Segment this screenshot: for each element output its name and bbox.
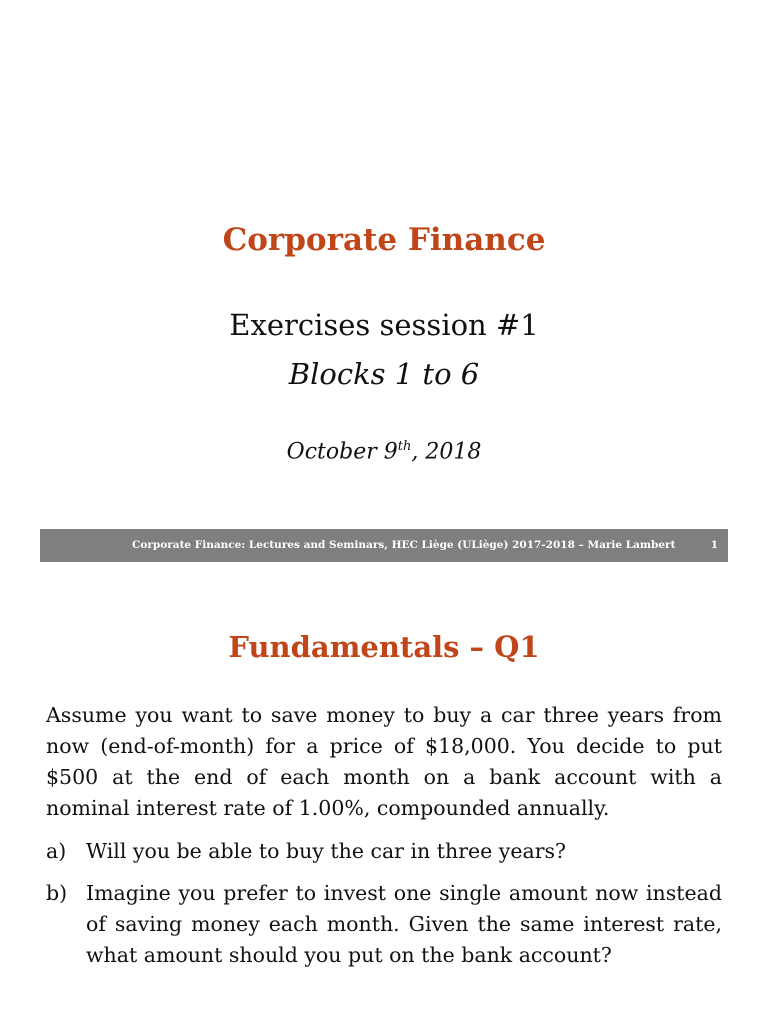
- list-item: [46, 878, 722, 971]
- question-slide: [0, 566, 768, 1024]
- list-item-text: Imagine you prefer to invest one single amount now instead of saving money each month. Given the same interest rate, what amount should you put on the bank account?: [86, 881, 722, 967]
- question-title: Fundamentals – Q1: [228, 630, 540, 664]
- date-prefix: October 9: [286, 439, 398, 465]
- footer-bar: [40, 529, 728, 562]
- footer-text: Corporate Finance: Lectures and Seminars, HEC Liège (ULiège) 2017-2018 – Marie Lambert: [132, 539, 676, 551]
- date-superscript: th: [397, 439, 412, 454]
- list-item: [46, 836, 722, 867]
- page-number: 1: [710, 539, 718, 551]
- date-suffix: , 2018: [411, 439, 482, 465]
- list-item-text: Will you be able to buy the car in three years?: [86, 839, 567, 863]
- session-date: [0, 439, 768, 464]
- blocks-subtitle: Blocks 1 to 6: [288, 357, 480, 391]
- question-paragraph: Assume you want to save money to buy a car three years from now (end-of-month) for a price of $18,000. You decide to put $500 at the end of each month on a bank account with a nominal interest rate of 1.00%, compounded annually.: [46, 703, 722, 820]
- list-marker: a): [46, 839, 67, 863]
- question-list: [46, 836, 722, 982]
- slide-title: Corporate Finance: [222, 222, 546, 258]
- session-subtitle: Exercises session #1: [229, 308, 539, 342]
- list-marker: b): [46, 881, 68, 905]
